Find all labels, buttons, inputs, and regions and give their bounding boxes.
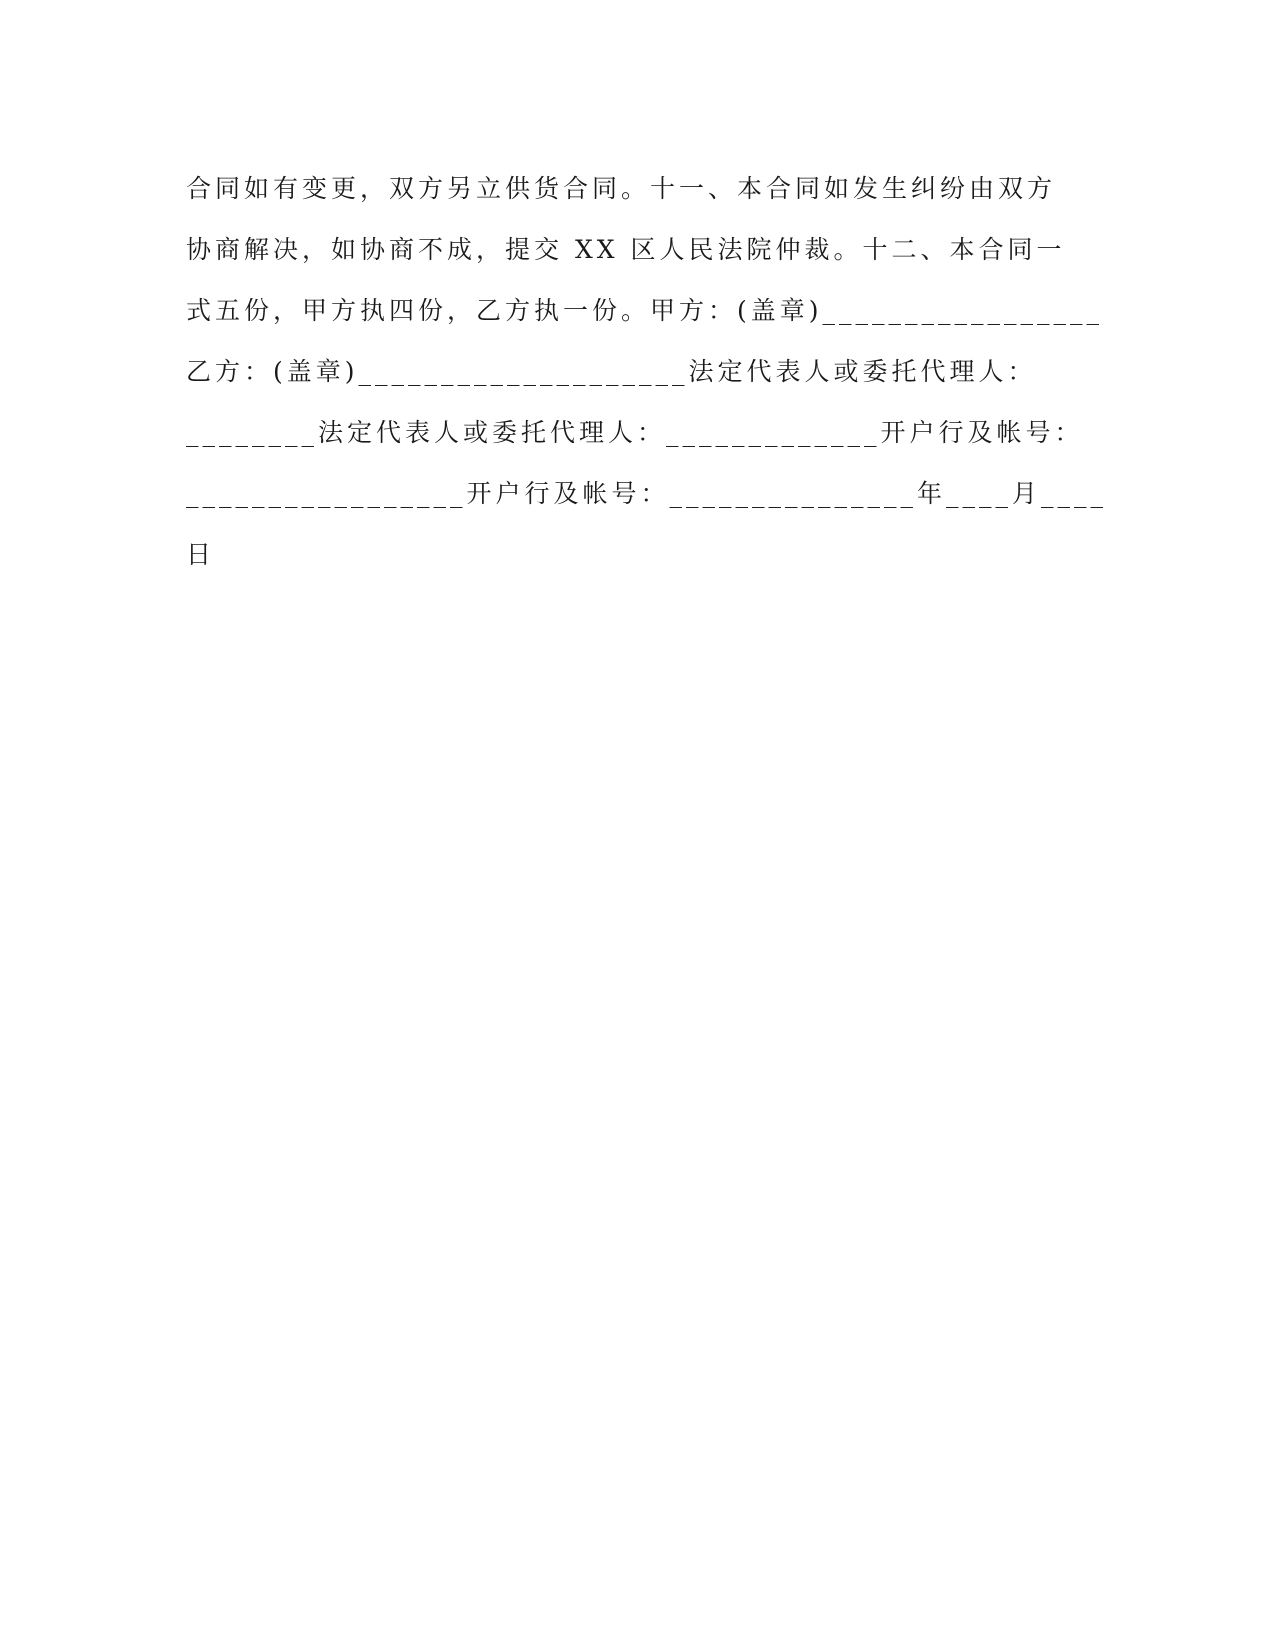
text-line-1: 合同如有变更，双方另立供货合同。十一、本合同如发生纠纷由双方 bbox=[186, 174, 1057, 203]
text-line-6: _________________开户行及帐号：_______________年____月____ bbox=[186, 479, 1108, 508]
text-line-3: 式五份，甲方执四份，乙方执一份。甲方：(盖章)_________________ bbox=[186, 296, 1104, 325]
contract-body-text bbox=[186, 158, 1108, 585]
text-line-7: 日 bbox=[186, 540, 216, 569]
text-line-5: ________法定代表人或委托代理人：_____________开户行及帐号： bbox=[186, 418, 1084, 447]
text-line-2: 协商解决，如协商不成，提交 XX 区人民法院仲裁。十二、本合同一 bbox=[186, 235, 1066, 264]
text-line-4: 乙方：(盖章)____________________法定代表人或委托代理人： bbox=[186, 357, 1037, 386]
